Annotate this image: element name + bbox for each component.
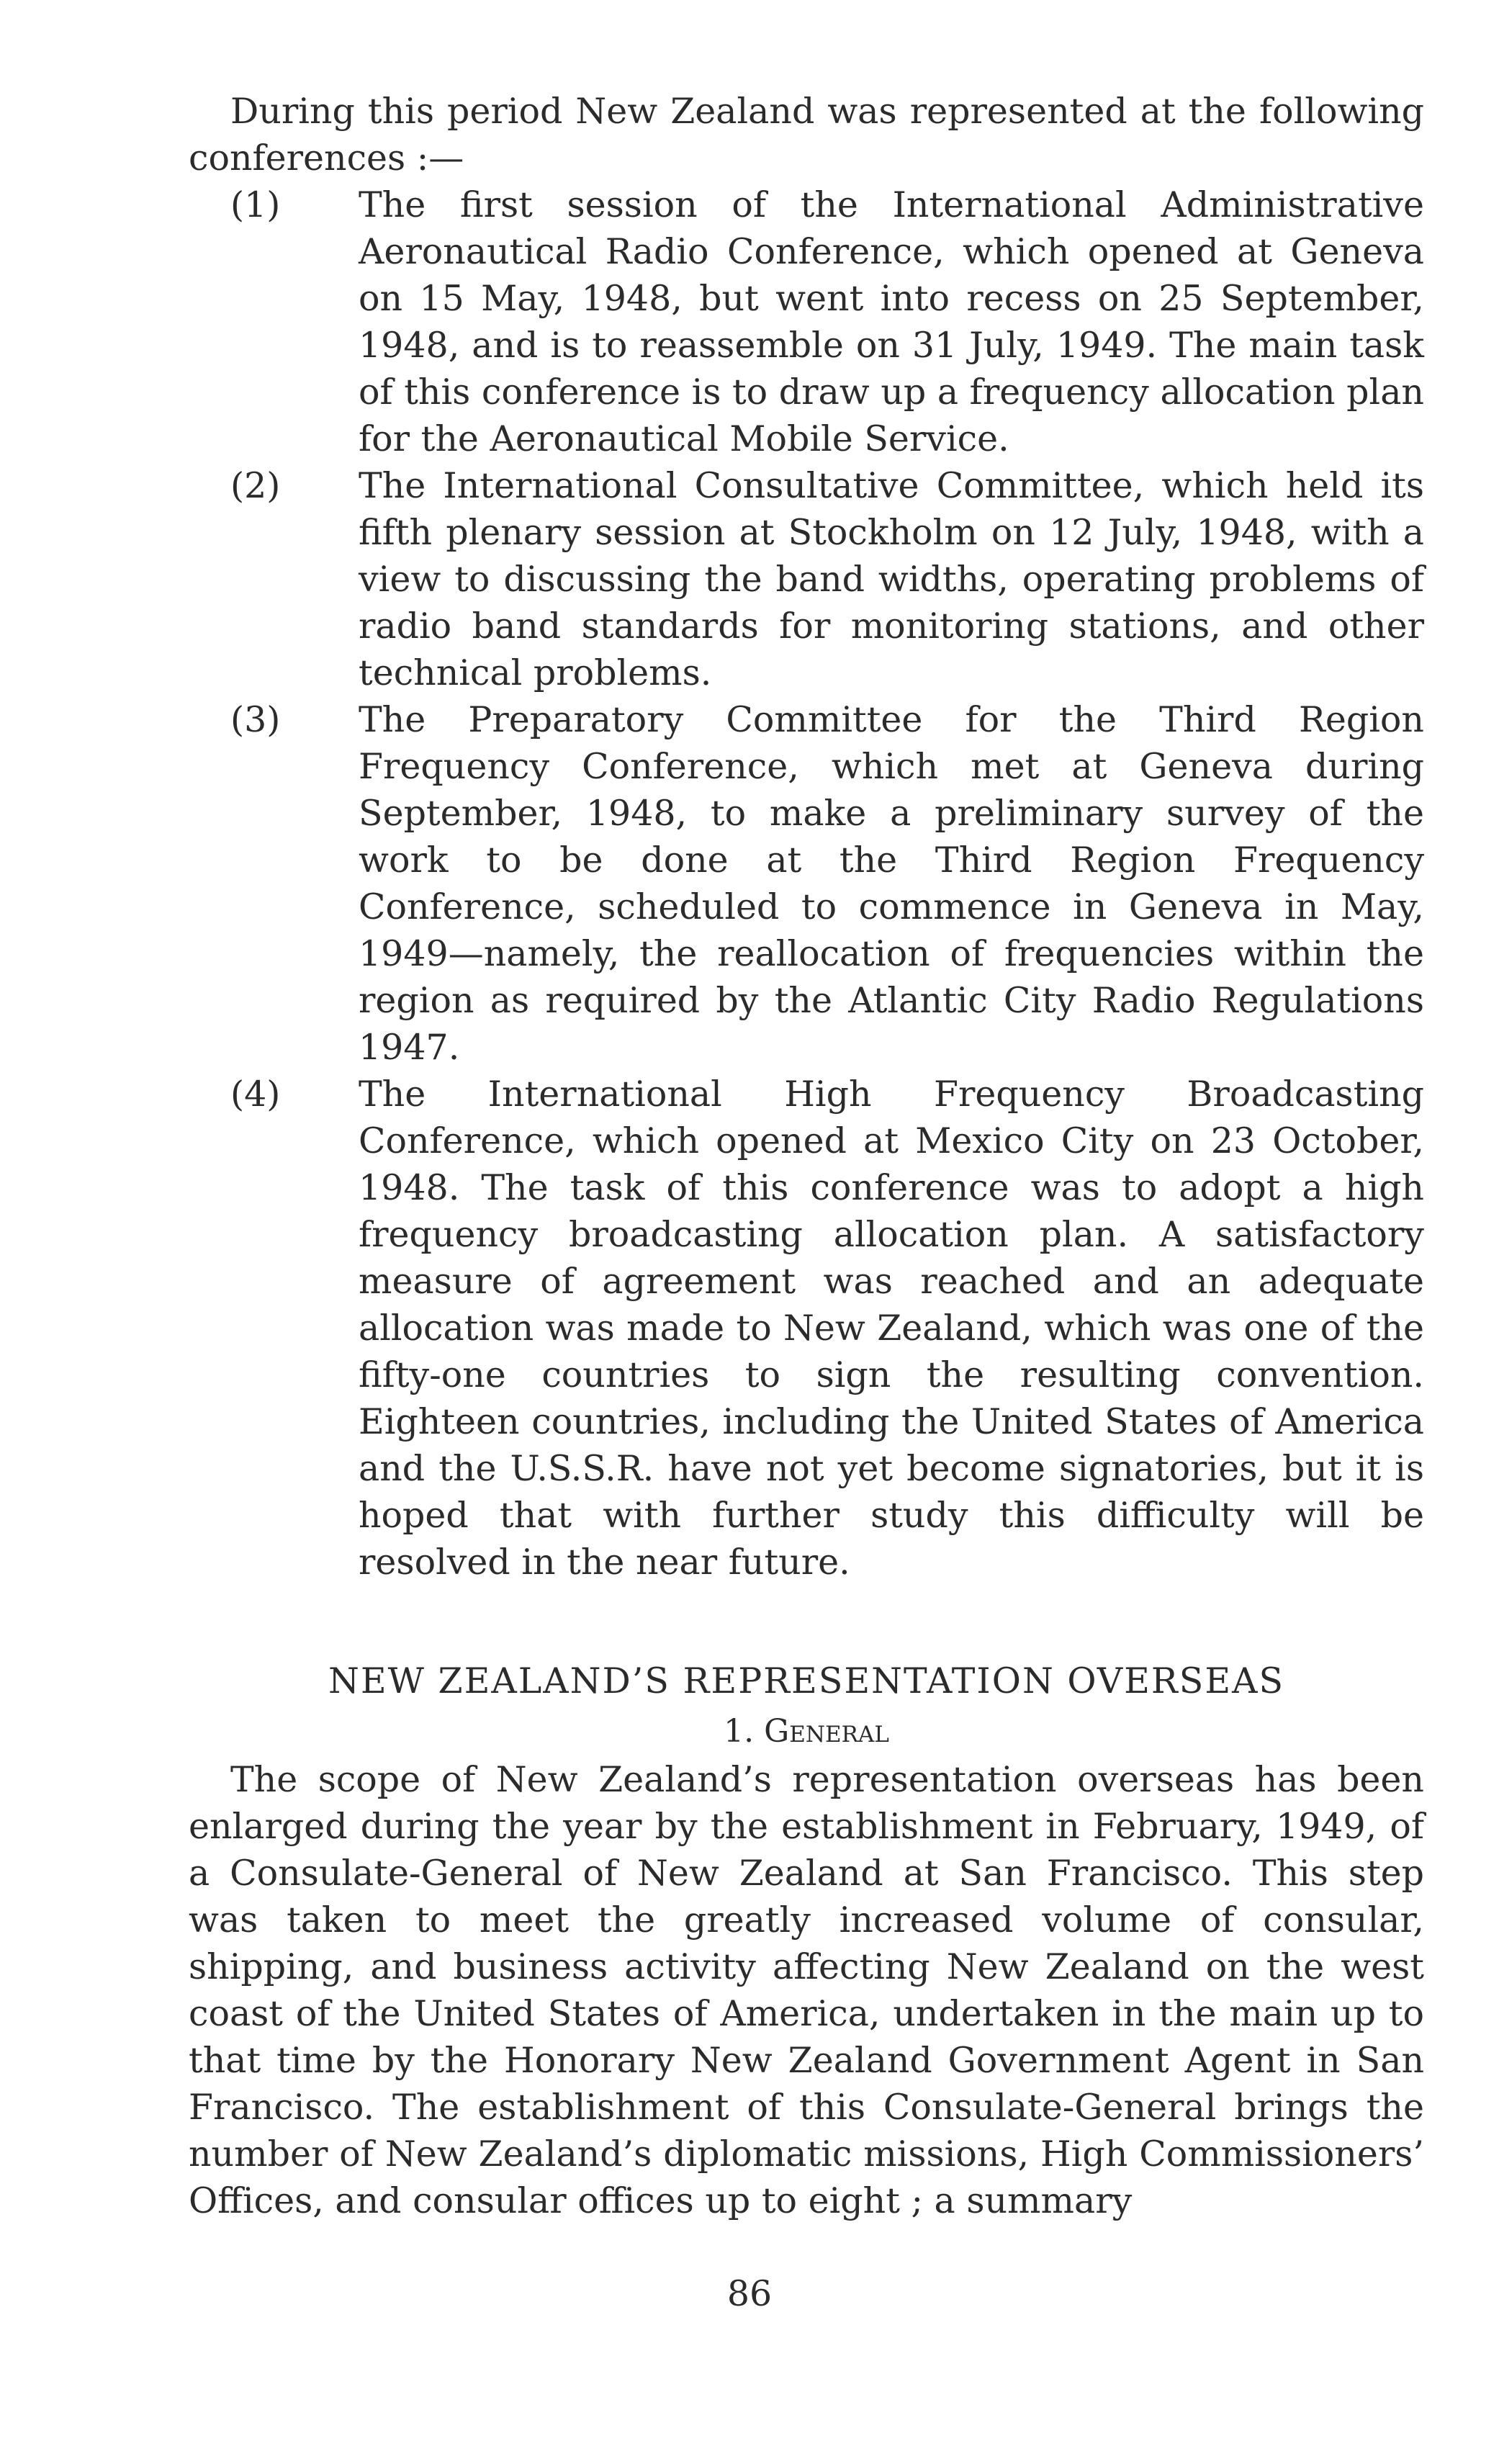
intro-paragraph: During this period New Zealand was represented at the following conferences :— — [189, 91, 1424, 179]
list-item-number: (4) — [230, 1074, 281, 1115]
list-item-number: (2) — [230, 465, 281, 506]
subheading-title: General — [764, 1713, 889, 1750]
list-item-number: (1) — [230, 184, 281, 225]
list-item-text: The International High Frequency Broadcasting Conference, which opened at Mexico City on 23 October, 1948. The task of this conference was to adopt a high frequency broadcasting allocation plan. A satisfactory measure of agreement was reached and an adequate allocation was made to New Zealand, which was one of the fifty-one countries to sign the resulting convention. Eighteen countries, including the United States of America and the U.S.S.R. have not yet become signatories, but it is hoped that with further study this difficulty will be resolved in the near future. — [359, 1074, 1424, 1583]
section-heading: NEW ZEALAND’S REPRESENTATION OVERSEAS — [328, 1660, 1285, 1701]
list-item — [189, 181, 1424, 462]
list-item-text: The International Consultative Committee, which held its fifth plenary session at Stockholm on 12 July, 1948, with a view to discussing the band widths, operating problems of radio band standards for monitoring stations, and other technical problems. — [359, 465, 1424, 693]
subheading-number: 1. — [724, 1713, 755, 1750]
section-paragraph: The scope of New Zealand’s representation overseas has been enlarged during the year by the establishment in February, 1949, of a Consulate-General of New Zealand at San Francisco. This step was taken to meet the greatly increased volume of consular, shipping, and business activity affecting New Zealand on the west coast of the United States of America, undertaken in the main up to that time by the Honorary New Zealand Government Agent in San Francisco. The establishment of this Consulate-General brings the number of New Zealand’s diplomatic missions, High Commissioners’ Offices, and consular offices up to eight ; a summary — [189, 1759, 1424, 2221]
conference-list — [189, 181, 1424, 1586]
list-item-text: The first session of the International Administrative Aeronautical Radio Conference, which opened at Geneva on 15 May, 1948, but went into recess on 25 September, 1948, and is to reassemble on 31 July, 1949. The main task of this conference is to draw up a frequency allocation plan for the Aeronautical Mobile Service. — [359, 184, 1424, 459]
subheading — [189, 1710, 1424, 1753]
list-item — [189, 462, 1424, 696]
list-item — [189, 1071, 1424, 1586]
list-item-text: The Preparatory Committee for the Third Region Frequency Conference, which met at Geneva during September, 1948, to make a preliminary survey of the work to be done at the Third Region Frequency Conference, scheduled to commence in Geneva in May, 1949—namely, the reallocation of frequencies within the region as required by the Atlantic City Radio Regulations 1947. — [359, 699, 1424, 1068]
list-item — [189, 696, 1424, 1071]
page-number: 86 — [726, 2273, 773, 2314]
list-item-number: (3) — [230, 699, 281, 740]
page-body — [189, 88, 1424, 2224]
